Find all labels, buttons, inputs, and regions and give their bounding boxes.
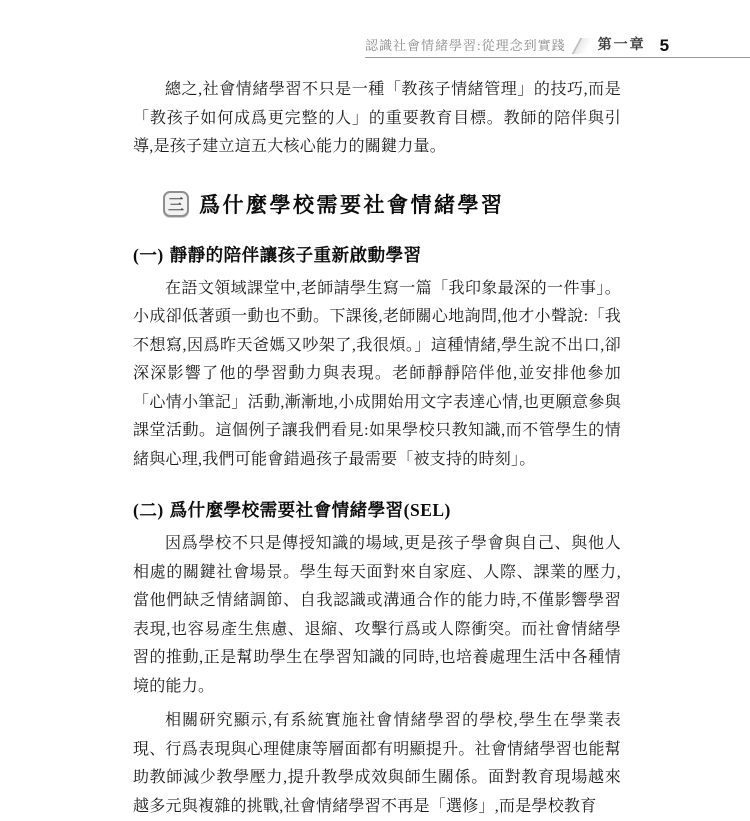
subsection-label: (一) — [133, 244, 164, 265]
section-title: 爲什麼學校需要社會情緒學習 — [199, 192, 505, 217]
subsection-title: 靜靜的陪伴讓孩子重新啟動學習 — [169, 244, 422, 265]
subsection-2-paragraph-2: 相關研究顯示,有系統實施社會情緒學習的學校,學生在學業表現、行爲表現與心理健康等層面都有明顯提升。社會情緒學習也能幫助教師減少教學壓力,提升教學成效與師生關係。面對教育現場越來越多元與複雜的挑戰,社會情緒學習不再是「選修」,而是學校教育 — [133, 712, 621, 815]
subsection-2-paragraph-1: 因爲學校不只是傳授知識的場域,更是孩子學會與自己、與他人相處的關鍵社會場景。學生每天面對來自家庭、人際、課業的壓力,當他們缺乏情緒調節、自我認識或溝通合作的能力時,不僅影響學習表現,也容易產生焦慮、退縮、攻擊行爲或人際衝突。而社會情緒學習的推動,正是幫助學生在學習知識的同時,也培養處理生活中各種情境的能力。 — [133, 535, 621, 695]
chapter-label: 第一章 — [597, 36, 646, 52]
text-column — [133, 76, 621, 821]
subsection-heading-2 — [133, 497, 621, 522]
subsection-1-paragraph: 在語文領域課堂中,老師請學生寫一篇「我印象最深的一件事」。小成卻低著頭一動也不動。下課後,老師關心地詢問,他才小聲說:「我不想寫,因爲昨天爸媽又吵架了,我很煩。」這種情緒,學生說不出口,卻深深影響了他的學習動力與表現。老師靜靜陪伴他,並安排他參加「心情小筆記」活動,漸漸地,小成開始用文字表達心情,也更願意參與課堂活動。這個例子讓我們看見:如果學校只教知識,而不管學生的情緒與心理,我們可能會錯過孩子最需要「被支持的時刻」。 — [133, 279, 621, 468]
header-slant-divider — [571, 38, 596, 54]
page-number: 5 — [659, 36, 670, 55]
running-title: 認識社會情緒學習:從理念到實踐 — [365, 38, 566, 53]
subsection-heading-1 — [133, 242, 621, 267]
section-heading — [163, 189, 621, 219]
section-number-badge-icon: 三 — [163, 191, 189, 217]
running-header — [365, 36, 750, 58]
subsection-title: 爲什麼學校需要社會情緒學習(SEL) — [169, 500, 451, 520]
subsection-label: (二) — [133, 500, 164, 520]
intro-paragraph: 總之,社會情緒學習不只是一種「教孩子情緒管理」的技巧,而是「教孩子如何成爲更完整的人」的重要教育目標。教師的陪伴與引導,是孩子建立這五大核心能力的關鍵力量。 — [133, 81, 621, 155]
